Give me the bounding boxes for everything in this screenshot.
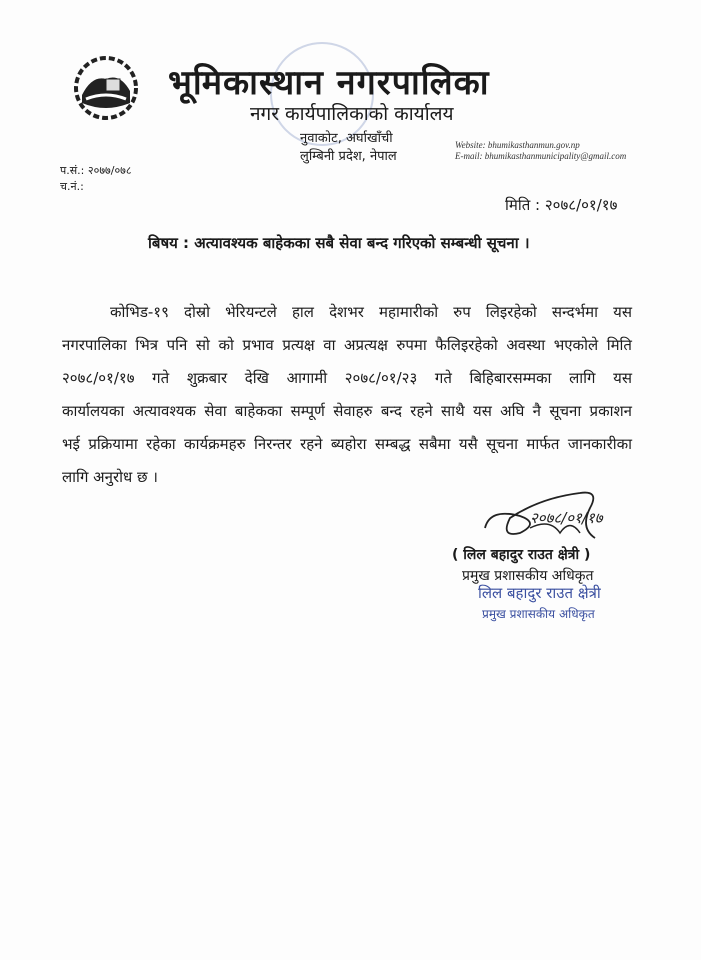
signatory-designation: प्रमुख प्रशासकीय अधिकृत <box>462 568 594 584</box>
body-line: नगरपालिका भित्र पनि सो को प्रभाव प्रत्यक्ष वा अप्रत्यक्ष रुपमा फैलिइरहेको अवस्था भएकोले मिति <box>62 336 632 354</box>
letter-number: प.सं.: २०७७/०७८ <box>60 164 132 177</box>
body-line: कार्यालयका अत्यावश्यक सेवा बाहेकका सम्पूर्ण सेवाहरु बन्द रहने साथै यस अघि नै सूचना प्रकाशन <box>62 402 632 420</box>
body-line: कोभिड-१९ दोस्रो भेरियन्टले हाल देशभर महामारीको रुप लिइरहेको सन्दर्भमा यस <box>110 303 632 321</box>
signatory-name: ( लिल बहादुर राउत क्षेत्री ) <box>452 547 591 563</box>
date: मिति : २०७८/०१/१७ <box>505 196 618 214</box>
body-line: भई प्रक्रियामा रहेका कार्यक्रमहरु निरन्तर रहने ब्यहोरा सम्बद्ध सबैमा यसै सूचना मार्फत जानकारीका <box>62 435 632 453</box>
stamp-name: लिल बहादुर राउत क्षेत्री <box>478 584 601 602</box>
dispatch-number: च.नं.: <box>60 180 84 193</box>
signature-date: २०७८/०१/१७ <box>530 509 603 527</box>
address-line-2: लुम्बिनी प्रदेश, नेपाल <box>300 149 397 164</box>
website: Website: bhumikasthanmun.gov.np <box>455 140 580 150</box>
body-line: लागि अनुरोध छ । <box>62 468 158 486</box>
stamp-designation: प्रमुख प्रशासकीय अधिकृत <box>482 607 595 621</box>
subject: बिषय : अत्यावश्यक बाहेकका सबै सेवा बन्द गरिएको सम्बन्धी सूचना । <box>148 234 530 252</box>
email: E-mail: bhumikasthanmunicipality@gmail.com <box>455 151 627 161</box>
nepal-emblem-logo <box>72 55 140 121</box>
body-line: २०७८/०१/१७ गते शुक्रबार देखि आगामी २०७८/०१/२३ गते बिहिबारसम्मका लागि यस <box>62 369 632 387</box>
address-line-1: नुवाकोट, अर्घाखाँची <box>300 131 393 146</box>
office-subtitle: नगर कार्यपालिकाको कार्यालय <box>250 103 454 125</box>
municipality-title: भूमिकास्थान नगरपालिका <box>168 63 490 103</box>
